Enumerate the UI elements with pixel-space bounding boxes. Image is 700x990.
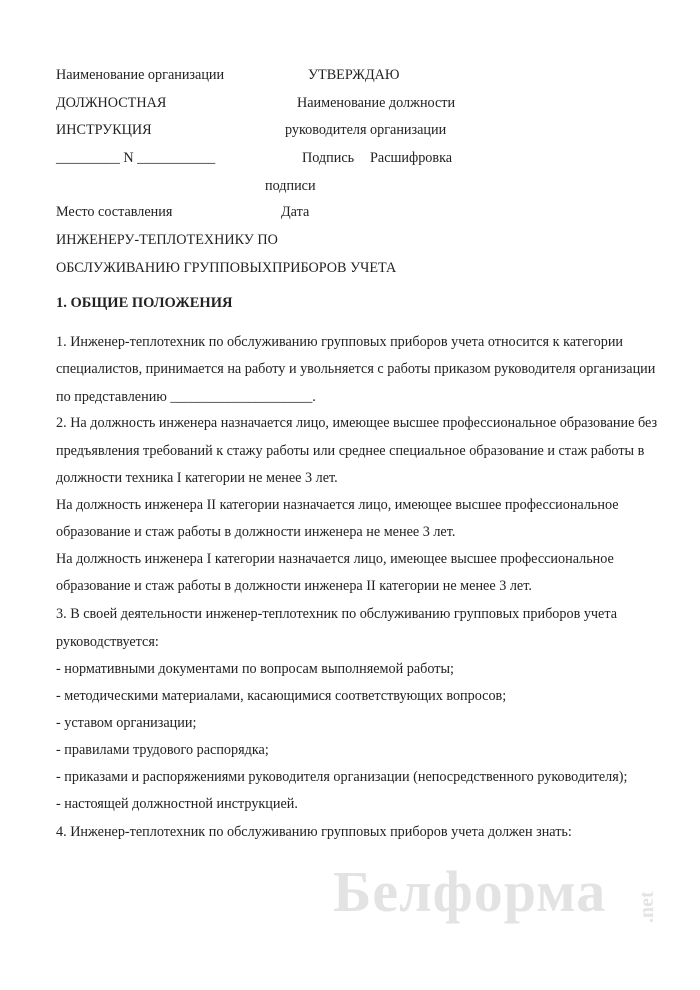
- body-line: должности техника I категории не менее 3 лет.: [56, 470, 338, 486]
- body-line: - правилами трудового распорядка;: [56, 742, 269, 758]
- doc-number-line: _________ N ___________: [56, 150, 216, 166]
- body-line: На должность инженера I категории назначается лицо, имеющее высшее профессиональное: [56, 551, 614, 567]
- position-name-label: Наименование должности: [297, 95, 456, 111]
- body-line: образование и стаж работы в должности инженера не менее 3 лет.: [56, 524, 456, 540]
- body-line: 1. Инженер-теплотехник по обслуживанию групповых приборов учета относится к категории: [56, 334, 624, 350]
- doc-type-line-2: ИНСТРУКЦИЯ: [56, 122, 152, 138]
- body-line: специалистов, принимается на работу и увольняется с работы приказом руководителя организации: [56, 361, 656, 377]
- body-line: - нормативными документами по вопросам выполняемой работы;: [56, 661, 454, 677]
- body-line: руководствуется:: [56, 634, 159, 650]
- body-line: - методическими материалами, касающимися соответствующих вопросов;: [56, 688, 507, 704]
- body-line: На должность инженера II категории назначается лицо, имеющее высшее профессиональное: [56, 497, 619, 513]
- body-line: предъявления требований к стажу работы или среднее специальное образование и стаж работы в: [56, 443, 645, 459]
- body-line: - уставом организации;: [56, 715, 197, 731]
- approve-label: УТВЕРЖДАЮ: [308, 67, 400, 83]
- head-of-org-label: руководителя организации: [285, 122, 447, 138]
- signature-label: Подпись: [302, 150, 355, 166]
- watermark-tld: .net: [636, 891, 658, 923]
- org-name-label: Наименование организации: [56, 67, 225, 83]
- body-line: - настоящей должностной инструкцией.: [56, 796, 298, 812]
- body-line: - приказами и распоряжениями руководителя организации (непосредственного руководителя);: [56, 769, 628, 785]
- body-line: 3. В своей деятельности инженер-теплотехник по обслуживанию групповых приборов учета: [56, 606, 618, 622]
- body-line: образование и стаж работы в должности инженера II категории не менее 3 лет.: [56, 578, 532, 594]
- body-line: 4. Инженер-теплотехник по обслуживанию групповых приборов учета должен знать:: [56, 824, 572, 840]
- watermark-logo: Белформа: [333, 859, 607, 924]
- place-label: Место составления: [56, 204, 173, 220]
- body-line: 2. На должность инженера назначается лицо, имеющее высшее профессиональное образование без: [56, 415, 658, 431]
- signature-label-2: подписи: [265, 178, 316, 194]
- doc-title-line-2: ОБСЛУЖИВАНИЮ ГРУППОВЫХПРИБОРОВ УЧЕТА: [56, 260, 397, 276]
- decoding-label: Расшифровка: [370, 150, 453, 166]
- body-line: по представлению ____________________.: [56, 389, 316, 405]
- date-label: Дата: [281, 204, 310, 220]
- doc-type-line-1: ДОЛЖНОСТНАЯ: [56, 95, 167, 111]
- doc-title-line-1: ИНЖЕНЕРУ-ТЕПЛОТЕХНИКУ ПО: [56, 232, 278, 248]
- section-heading: 1. ОБЩИЕ ПОЛОЖЕНИЯ: [56, 295, 233, 311]
